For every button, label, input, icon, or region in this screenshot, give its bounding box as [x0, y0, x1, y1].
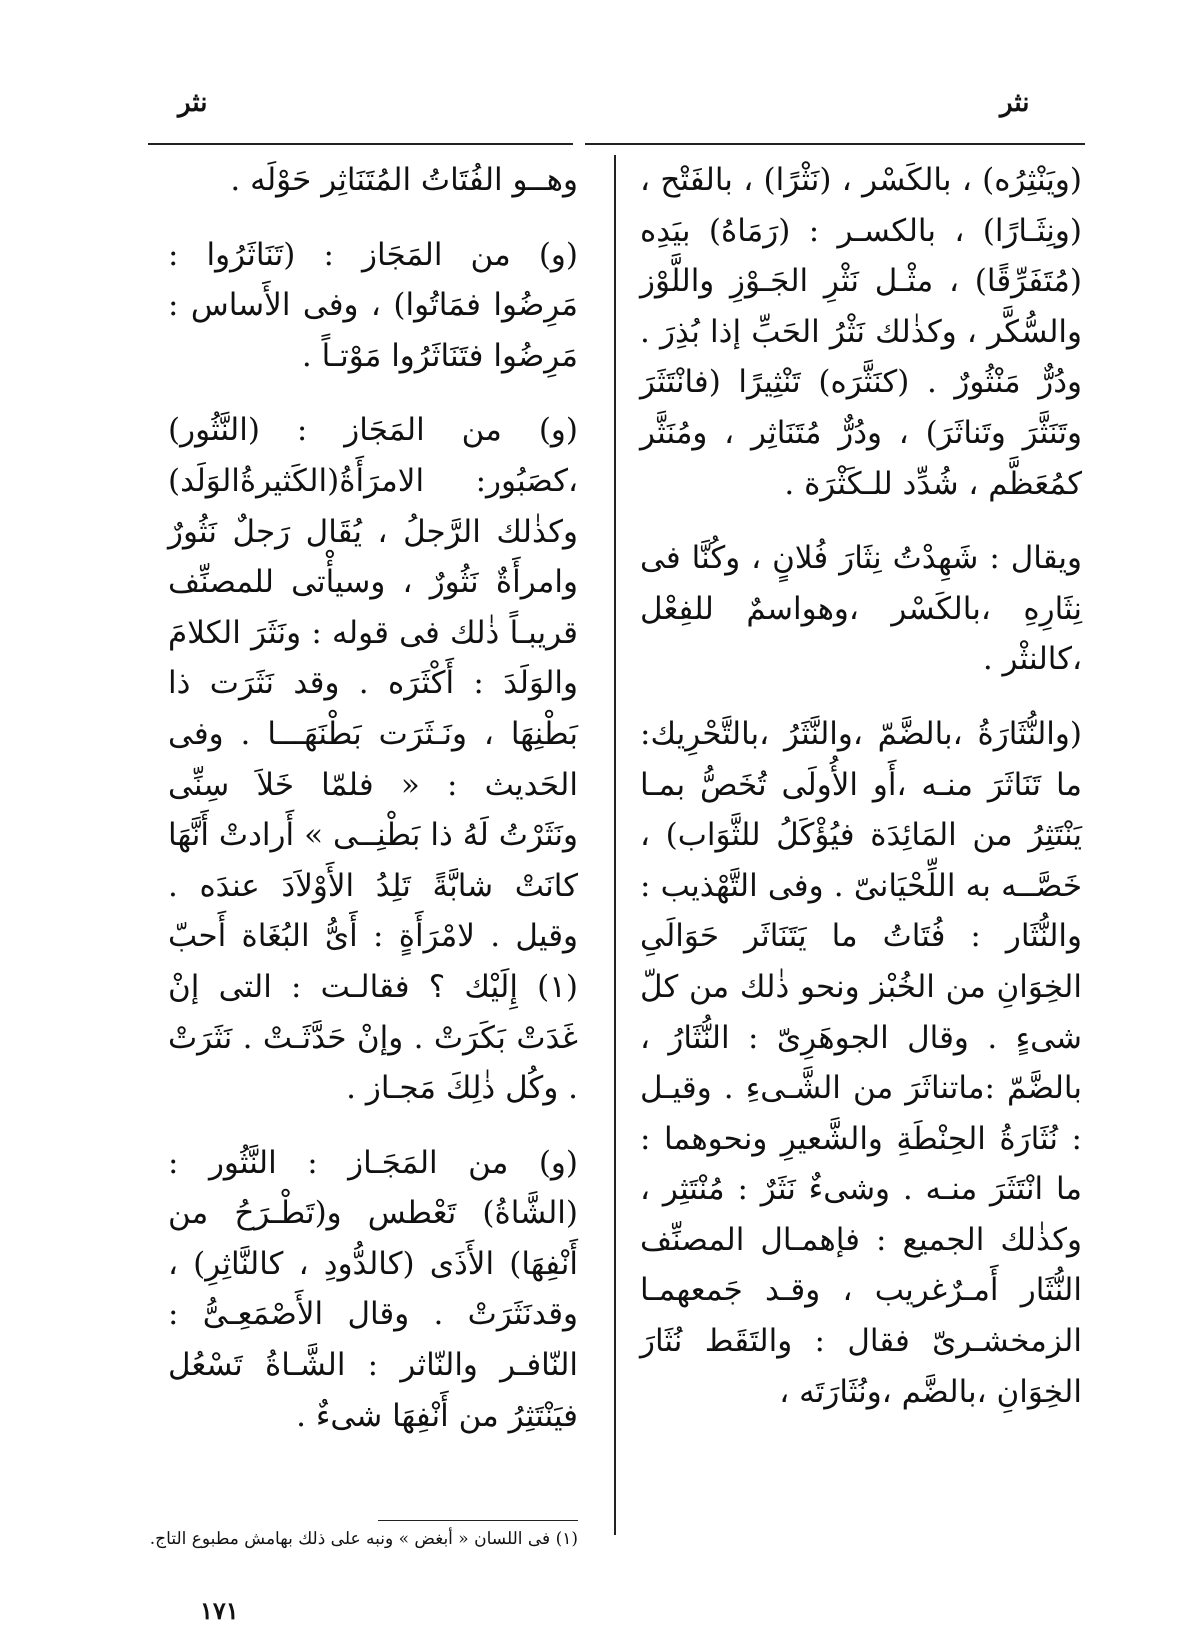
paragraph: (والنُّثَارَةُ ،بالضَّمّ ،والنَّثَرُ ،بالتَّحْرِيك: ما تَنَاثَرَ منـه ،أَو الأُولَى تُخَصُّ بمـا يَنْتَثِرُ من المَائِدَة فيُؤْكَلُ للثَّوَاب) ، خَصَّــه به اللِّحْيَانىّ . وفى التَّهْذيب : والنُّثَار : فُتَاتُ ما يَتَنَاثَر حَوَالَىِ الخِوَانِ من الخُبْز ونحو ذٰلك من كلّ شىءٍ . وقال الجوهَرِىّ : النُّثَارُ ، بالضَّمّ :ماتناثَرَ من الشَّـىءِ . وقيـل : نُثَارَةُ الحِنْطَةِ والشَّعيرِ ونحوهما : ما انْتَثَرَ منـه . وشىءٌ نَثَرٌ : مُنْتَثِر ، وكذٰلك الجميع : فإهمـال المصنِّف النُّثَار أَمـرٌغريب ، وقـد جَمعهمـا الزمخشـرىّ فقال : والتَقَط نُثَارَ الخِوَانِ ،بالضَّم ،ونُثَارَتَه ،: [640, 715, 1082, 1410]
paragraph: (و) من المَجَاز : (تَنَاثَرُوا : مَرِضُوا فمَاتُوا) ، وفى الأَساس : مَرِضُوا فتَنَاثَرُوا مَوْتـاً .: [168, 236, 578, 374]
paragraph: (ويَنْثِرُه) ، بالكَسْر ، (نَثْرًا) ، بالفَتْح ، (ونِثَـارًا) ، بالكسـر : (رَمَاهُ) بيَدِه (مُتَفَرِّقًا) ، مثْـل نَثْرِ الجَـوْزِ واللَّوْز والسُّكَّر ، وكذٰلك نَثْرُ الحَبِّ إذا بُذِرَ . ودُرٌّ مَنْثُورٌ . (كنَثَّرَه) تَنْثِيرًا (فانْتَثَرَ وتَنَثَّرَ وتَناثَرَ) ، ودُرٌّ مُتَنَاثِر ، ومُنَثَّر كمُعَظَّم ، شُدِّد للـكَثْرَة .: [640, 162, 1082, 502]
footnote-rule: [378, 1520, 578, 1521]
paragraph: ويقال : شَهِدْتُ نِثَارَ فُلانٍ ، وكُنَّا فى نِثَارِهِ ،بالكَسْر ،وهواسمٌ للفِعْل ،كالنثْر .: [640, 540, 1082, 678]
paragraph: (و) من المَجَـاز : النَّثُور : (الشَّاةُ) تَعْطس و(تَطْـرَحُ من أَنْفِهَا) الأَذَى (كالدُّودِ ، كالنَّاثِرِ) ، وقدنَثَرَتْ . وقال الأَصْمَعِـىُّ : النّافـر والنّاثر : الشَّـاةُ تَسْعُل فيَنْتَثِرُ من أَنْفِهَا شىءٌ .: [168, 1144, 578, 1434]
running-header-right: نثر: [1000, 88, 1030, 118]
running-header-left: نثر: [178, 88, 208, 118]
header-rule-left: [148, 143, 573, 145]
right-column: [640, 155, 1082, 1441]
column-divider: [614, 155, 616, 1535]
paragraph: وهــو الفُتَاتُ المُتَنَاثِر حَوْلَه .: [230, 162, 578, 198]
header-rule-right: [585, 143, 1085, 145]
footnote: (١) فى اللسان « أبغض » ونبه على ذلك بهامش مطبوع التاج.: [149, 1529, 578, 1549]
page-number: ١٧١: [200, 1596, 239, 1625]
paragraph: (و) من المَجَاز : (النَّثُور) ،كصَبُور: الامرَأَةُ(الكَثيرةُالوَلَد) وكذٰلك الرَّجلُ ، يُقَال رَجلٌ نَثُورٌ وامرأَةٌ نَثُورٌ ، وسيأْتى للمصنِّف قريبـاً ذٰلك فى قوله : ونَثَرَ الكلامَ والوَلَدَ : أَكْثَرَه . وقد نَثَرَت ذا بَطْنِهَا ، ونَـثَرَت بَطْنَهَـــا . وفى الحَديث : « فلمّا خَلاَ سِنِّى ونَثَرْتُ لَهُ ذا بَطْنِــى » أَرادتْ أَنَّهَا كانَتْ شابَّةً تَلِدُ الأَوْلاَدَ عندَه . وقيل . لامْرَأَةٍ : أَىُّ البُغَاة أَحبّ (١) إِلَيْك ؟ فقالـت : التى إنْ غَدَتْ بَكَرَتْ . وإنْ حَدَّثَـتْ . نَثَرَتْ . وكُل ذٰلِكَ مَجـاز .: [168, 412, 578, 1107]
left-column: [168, 155, 578, 1465]
